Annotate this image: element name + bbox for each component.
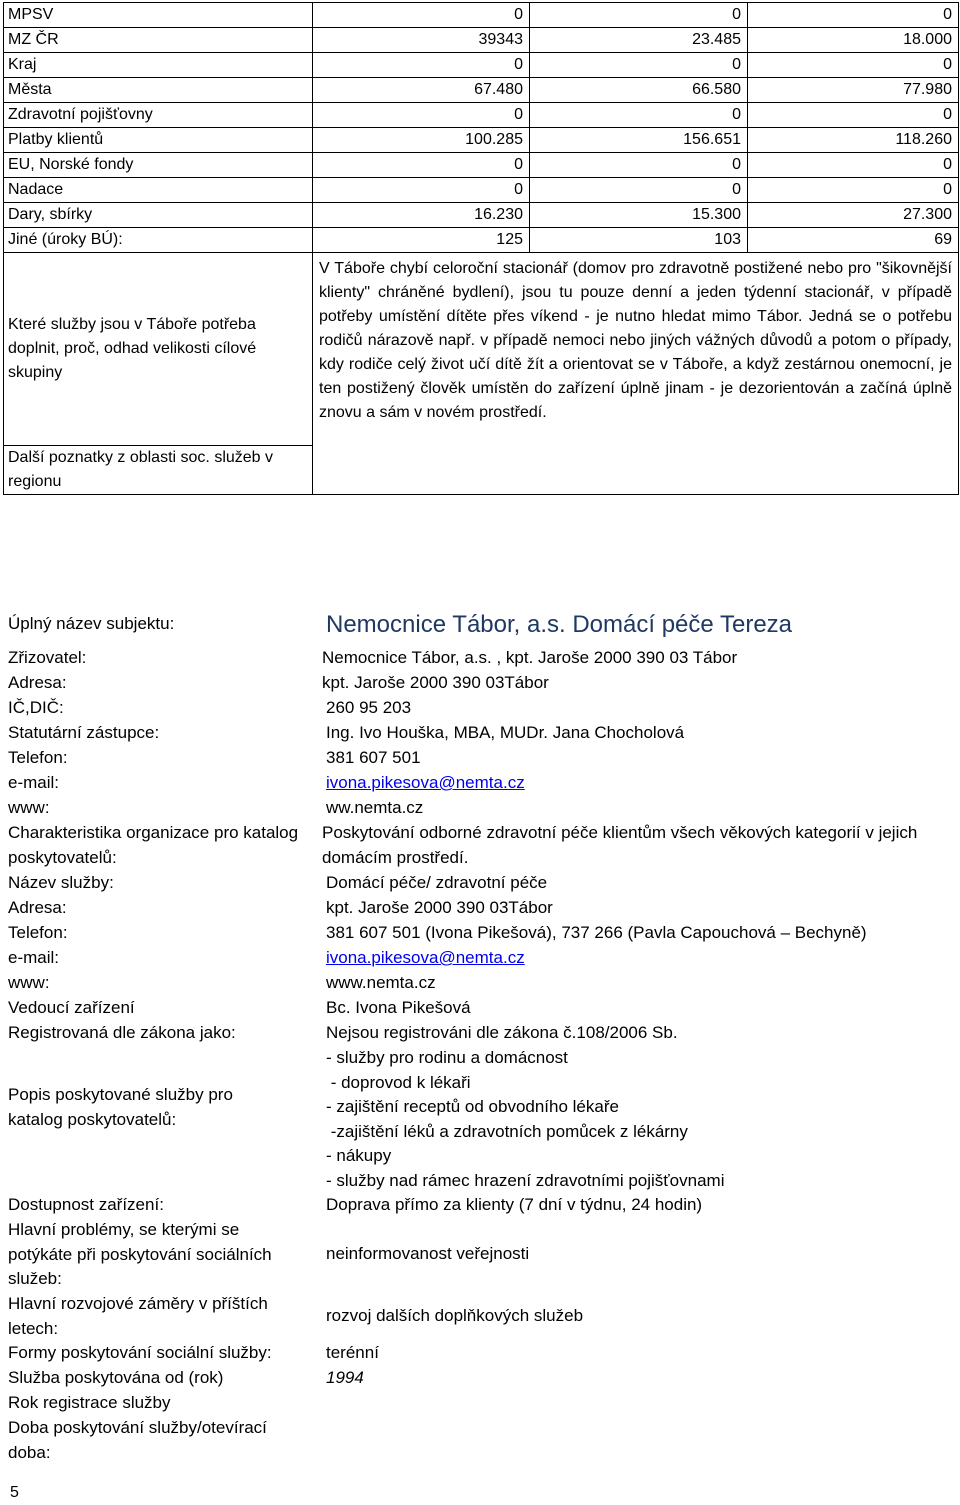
funding-label: Platby klientů [4,128,313,153]
row-service-www [0,971,960,996]
ic-label: IČ,DIČ: [8,698,64,717]
full-name-label: Úplný název subjektu: [8,614,175,633]
funding-value-1: 16.230 [313,203,530,228]
funding-label: MPSV [4,3,313,28]
www-value: ww.nemta.cz [326,798,424,817]
service-www-value: www.nemta.cz [326,973,436,992]
funding-value-2: 103 [530,228,748,253]
row-hours [0,1416,960,1465]
funding-label: Nadace [4,178,313,203]
description-item: - služby nad rámec hrazení zdravotními pojišťovnami [326,1170,725,1190]
funding-value-2: 156.651 [530,128,748,153]
funding-row [4,228,959,253]
hours-label: Doba poskytování služby/otevírací doba: [8,1418,267,1462]
email-link[interactable]: ivona.pikesova@nemta.cz [326,773,525,792]
provider-profile [0,604,960,1465]
funding-value-2: 66.580 [530,78,748,103]
funding-label: Kraj [4,53,313,78]
row-service-email [0,946,960,971]
funding-row [4,153,959,178]
funding-value-2: 0 [530,53,748,78]
service-address-value: kpt. Jaroše 2000 390 03Tábor [326,898,553,917]
ic-value: 260 95 203 [326,698,412,717]
funding-row [4,128,959,153]
forms-value: terénní [326,1343,379,1362]
further-label: Další poznatky z oblasti soc. služeb v regionu [4,446,313,495]
plans-label: Hlavní rozvojové záměry v příštích letech: [8,1294,268,1338]
address-label: Adresa: [8,673,67,692]
needs-answer: V Táboře chybí celoroční stacionář (domov pro zdravotně postižené nebo pro "šikovnější klienty" chráněné bydlení), jsou tu pouze denní a jeden týdenní stacionář, v případě potřeby umístění dítěte přes víkend - je nutno hledat mimo Tábor. Jedná se o potřebu rodičů nárazově např. v případě nemoci nebo jiných vážných důvodů a potom o případy, kdy rodiče celý život učí dítě žít a orientovat se v Táboře, a když zestárnou onemocní, je ten postižený člověk umístěn do zařízení úplně jinam - je dezorientován a začíná úplně znovu a sám v novém prostředí. [313,253,959,495]
funding-row [4,178,959,203]
funding-value-1: 0 [313,103,530,128]
row-ic [0,696,960,721]
statutory-label: Statutární zástupce: [8,723,160,742]
head-label: Vedoucí zařízení [8,998,135,1017]
description-item: -zajištění léků a zdravotních pomůcek z lékárny [326,1121,688,1141]
row-statutory [0,721,960,746]
service-phone-label: Telefon: [8,923,68,942]
description-item: - služby pro rodinu a domácnost [326,1048,568,1067]
service-www-label: www: [8,973,50,992]
funding-value-3: 69 [748,228,959,253]
funding-table [3,2,959,253]
forms-label: Formy poskytování sociální služby: [8,1343,272,1362]
description-item: - nákupy [326,1146,392,1165]
funding-value-1: 0 [313,3,530,28]
description-item: - zajištění receptů od obvodního lékaře [326,1097,619,1116]
head-value: Bc. Ivona Pikešová [326,998,471,1017]
problems-value: neinformovanost veřejnosti [326,1244,530,1263]
row-founder [0,646,960,671]
registered-label: Registrovaná dle zákona jako: [8,1023,236,1042]
funding-row [4,53,959,78]
funding-value-1: 100.285 [313,128,530,153]
funding-value-3: 0 [748,153,959,178]
funding-label: Města [4,78,313,103]
funding-label: Dary, sbírky [4,203,313,228]
funding-row [4,3,959,28]
funding-value-3: 27.300 [748,203,959,228]
funding-label: Zdravotní pojišťovny [4,103,313,128]
registered-value: Nejsou registrováni dle zákona č.108/2006 Sb. [326,1023,678,1042]
page-number: 5 [10,1484,19,1501]
service-email-link[interactable]: ivona.pikesova@nemta.cz [326,948,525,967]
row-forms [0,1341,960,1366]
row-characteristic [0,821,960,871]
founder-value: Nemocnice Tábor, a.s. , kpt. Jaroše 2000 390 03 Tábor [322,648,738,667]
row-phone [0,746,960,771]
funding-value-3: 0 [748,3,959,28]
phone-value: 381 607 501 [326,748,421,767]
founder-label: Zřizovatel: [8,648,87,667]
funding-row [4,78,959,103]
funding-value-3: 77.980 [748,78,959,103]
row-reg-year [0,1391,960,1416]
service-email-label: e-mail: [8,948,60,967]
description-list [322,1046,942,1193]
funding-value-1: 0 [313,53,530,78]
funding-label: EU, Norské fondy [4,153,313,178]
row-service-phone [0,921,960,946]
full-name: Nemocnice Tábor, a.s. Domácí péče Tereza [326,611,793,638]
service-address-label: Adresa: [8,898,67,917]
funding-value-2: 23.485 [530,28,748,53]
email-label: e-mail: [8,773,60,792]
www-label: www: [8,798,50,817]
description-label: Popis poskytované služby pro katalog poskytovatelů: [8,1085,233,1129]
funding-value-1: 0 [313,178,530,203]
row-address [0,671,960,696]
service-phone-value: 381 607 501 (Ivona Pikešová), 737 266 (Pavla Capouchová – Bechyně) [326,923,867,942]
problems-label: Hlavní problémy, se kterými se potýkáte při poskytování sociálních služeb: [8,1220,272,1288]
needs-question: Které služby jsou v Táboře potřeba doplnit, proč, odhad velikosti cílové skupiny [4,253,313,446]
reg-year-label: Rok registrace služby [8,1393,171,1412]
row-since [0,1366,960,1391]
row-plans [0,1292,960,1341]
funding-value-1: 125 [313,228,530,253]
funding-value-3: 0 [748,178,959,203]
row-service-name [0,871,960,896]
address-value: kpt. Jaroše 2000 390 03Tábor [322,673,549,692]
row-email [0,771,960,796]
availability-value: Doprava přímo za klienty (7 dní v týdnu, 24 hodin) [326,1195,703,1214]
funding-value-2: 0 [530,103,748,128]
funding-value-1: 67.480 [313,78,530,103]
row-availability [0,1193,960,1218]
funding-row [4,28,959,53]
characteristic-label: Charakteristika organizace pro katalog poskytovatelů: [8,823,299,867]
funding-row [4,203,959,228]
availability-label: Dostupnost zařízení: [8,1195,164,1214]
service-name-value: Domácí péče/ zdravotní péče [326,873,548,892]
row-description [0,1046,960,1193]
funding-value-3: 118.260 [748,128,959,153]
row-service-address [0,896,960,921]
funding-value-2: 0 [530,153,748,178]
characteristic-value: Poskytování odborné zdravotní péče klientům všech věkových kategorií v jejich domácím prostředí. [322,823,918,867]
since-label: Služba poskytována od (rok) [8,1368,224,1387]
funding-value-2: 15.300 [530,203,748,228]
funding-label: MZ ČR [4,28,313,53]
needs-table [3,252,959,495]
description-item: - doprovod k lékaři [326,1072,471,1092]
funding-value-2: 0 [530,3,748,28]
phone-label: Telefon: [8,748,68,767]
funding-row [4,103,959,128]
row-registered [0,1021,960,1046]
service-name-label: Název služby: [8,873,114,892]
funding-value-1: 0 [313,153,530,178]
statutory-value: Ing. Ivo Houška, MBA, MUDr. Jana Chocholová [326,723,685,742]
since-value: 1994 [326,1368,364,1387]
funding-value-1: 39343 [313,28,530,53]
needs-row [4,253,959,446]
funding-value-2: 0 [530,178,748,203]
funding-table-body [4,3,959,253]
row-head [0,996,960,1021]
plans-value: rozvoj dalších doplňkových služeb [326,1306,584,1325]
row-www [0,796,960,821]
row-full-name [0,604,960,646]
funding-label: Jiné (úroky BÚ): [4,228,313,253]
funding-value-3: 18.000 [748,28,959,53]
row-problems [0,1218,960,1292]
funding-value-3: 0 [748,53,959,78]
funding-value-3: 0 [748,103,959,128]
